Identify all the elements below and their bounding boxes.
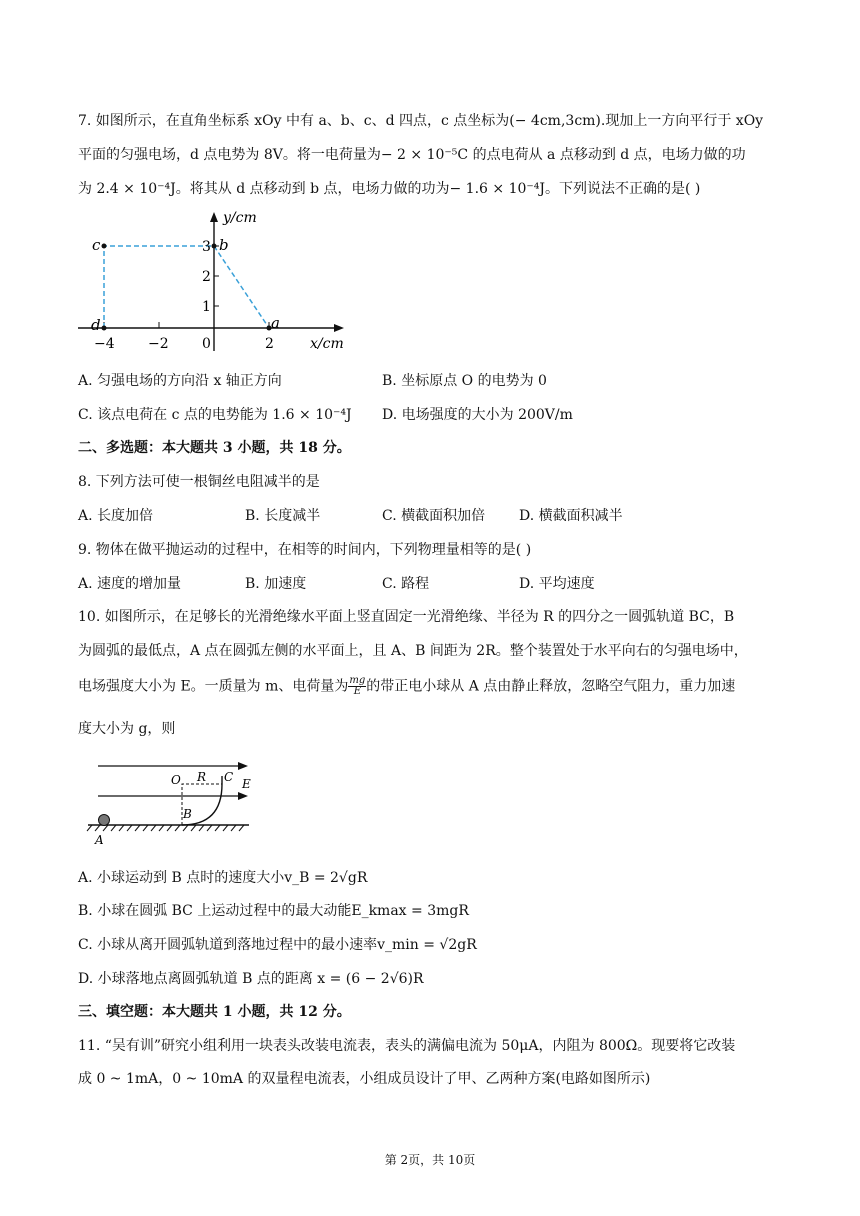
q8-option-d: D. 横截面积减半 <box>519 508 623 524</box>
q7-stem-line2: 平面的匀强电场，d 点电势为 8V。将一电荷量为− 2 × 10⁻⁵C 的点电荷从 a 点移动到 d 点，电场力做的功 <box>78 147 746 163</box>
q7-option-d: D. 电场强度的大小为 200V/m <box>382 407 573 423</box>
point-c <box>102 244 107 249</box>
label-c: c <box>92 236 101 254</box>
x-tick-0: 0 <box>202 336 211 352</box>
q10-line3-part2: 的带正电小球从 A 点由静止释放，忽略空气阻力，重力加速 <box>366 678 736 695</box>
section-3-heading: 三、填空题：本大题共 1 小题，共 12 分。 <box>78 1004 351 1020</box>
q10-option-d: D. 小球落地点离圆弧轨道 B 点的距离 x = (6 − 2√6)R <box>78 971 424 987</box>
label-a: a <box>271 314 280 332</box>
ball <box>99 815 110 826</box>
x-axis-arrow <box>334 324 344 332</box>
q9-option-d: D. 平均速度 <box>519 576 595 592</box>
label-d: d <box>91 316 101 334</box>
q7-stem-line3: 为 2.4 × 10⁻⁴J。将其从 d 点移动到 b 点，电场力做的功为− 1.6 × 10⁻⁴J。下列说法不正确的是( ) <box>78 181 701 197</box>
q7-option-b: B. 坐标原点 O 的电势为 0 <box>382 373 547 389</box>
q10-line3-part1: 电场强度大小为 E。一质量为 m、电荷量为 <box>78 678 349 695</box>
q10-stem-line2: 为圆弧的最低点，A 点在圆弧左侧的水平面上，且 A、B 间距为 2R。整个装置处于水平向右的匀强电场中， <box>78 643 748 659</box>
label-O: O <box>171 773 181 787</box>
x-tick-neg4: −4 <box>94 336 115 352</box>
page-footer: 第 2页，共 10页 <box>384 1153 476 1167</box>
q10-track-figure <box>84 756 259 848</box>
dashed-path <box>104 246 269 328</box>
label-A: A <box>95 833 104 847</box>
q10-stem-line1: 10. 如图所示，在足够长的光滑绝缘水平面上竖直固定一光滑绝缘、半径为 R 的四分之一圆弧轨道 BC，B <box>78 609 735 625</box>
q10-stem-line4: 度大小为 g，则 <box>78 721 176 737</box>
section-2-heading: 二、多选题：本大题共 3 小题，共 18 分。 <box>78 440 351 456</box>
q9-option-b: B. 加速度 <box>245 576 307 592</box>
y-tick-1: 1 <box>202 299 211 315</box>
charge-fraction <box>348 676 366 697</box>
point-d <box>102 326 107 331</box>
q8-option-a: A. 长度加倍 <box>78 508 154 524</box>
q8-option-b: B. 长度减半 <box>245 508 321 524</box>
y-axis-arrow <box>210 212 218 222</box>
q7-option-c: C. 该点电荷在 c 点的电势能为 1.6 × 10⁻⁴J <box>78 407 352 423</box>
q10-option-a: A. 小球运动到 B 点时的速度大小v_B = 2√gR <box>78 870 368 886</box>
x-tick-2: 2 <box>265 336 274 352</box>
label-R: R <box>197 770 207 784</box>
q7-option-a: A. 匀强电场的方向沿 x 轴正方向 <box>78 373 282 389</box>
y-tick-3: 3 <box>202 239 211 255</box>
q10-option-c: C. 小球从离开圆弧轨道到落地过程中的最小速率v_min = √2gR <box>78 937 477 953</box>
point-b <box>212 244 217 249</box>
q9-option-c: C. 路程 <box>382 576 430 592</box>
fraction-numerator: mg <box>349 675 366 686</box>
q11-stem-line2: 成 0 ~ 1mA，0 ~ 10mA 的双量程电流表，小组成员设计了甲、乙两种方案(电路如图所示) <box>78 1071 651 1087</box>
label-B: B <box>183 807 192 821</box>
y-tick-2: 2 <box>202 269 211 285</box>
y-axis-label: y/cm <box>223 210 257 226</box>
q7-coordinate-figure <box>78 206 358 356</box>
q9-option-a: A. 速度的增加量 <box>78 576 182 592</box>
q11-stem-line1: 11. “吴有训”研究小组利用一块表头改装电流表，表头的满偏电流为 50μA，内阻为 800Ω。现要将它改装 <box>78 1038 736 1054</box>
q9-stem: 9. 物体在做平抛运动的过程中，在相等的时间内，下列物理量相等的是( ) <box>78 542 532 558</box>
label-E: E <box>242 777 251 791</box>
q8-option-c: C. 横截面积加倍 <box>382 508 486 524</box>
q8-stem: 8. 下列方法可使一根铜丝电阻减半的是 <box>78 474 320 490</box>
label-C: C <box>224 770 234 784</box>
q10-stem-line3 <box>78 676 735 697</box>
x-tick-neg2: −2 <box>148 336 169 352</box>
fraction-denominator: E <box>353 686 361 697</box>
x-axis-label: x/cm <box>310 336 344 352</box>
q7-stem-line1: 7. 如图所示，在直角坐标系 xOy 中有 a、b、c、d 四点，c 点坐标为(− 4cm,3cm).现加上一方向平行于 xOy <box>78 113 764 129</box>
label-b: b <box>219 236 229 254</box>
q10-option-b: B. 小球在圆弧 BC 上运动过程中的最大动能E_kmax = 3mgR <box>78 903 469 919</box>
